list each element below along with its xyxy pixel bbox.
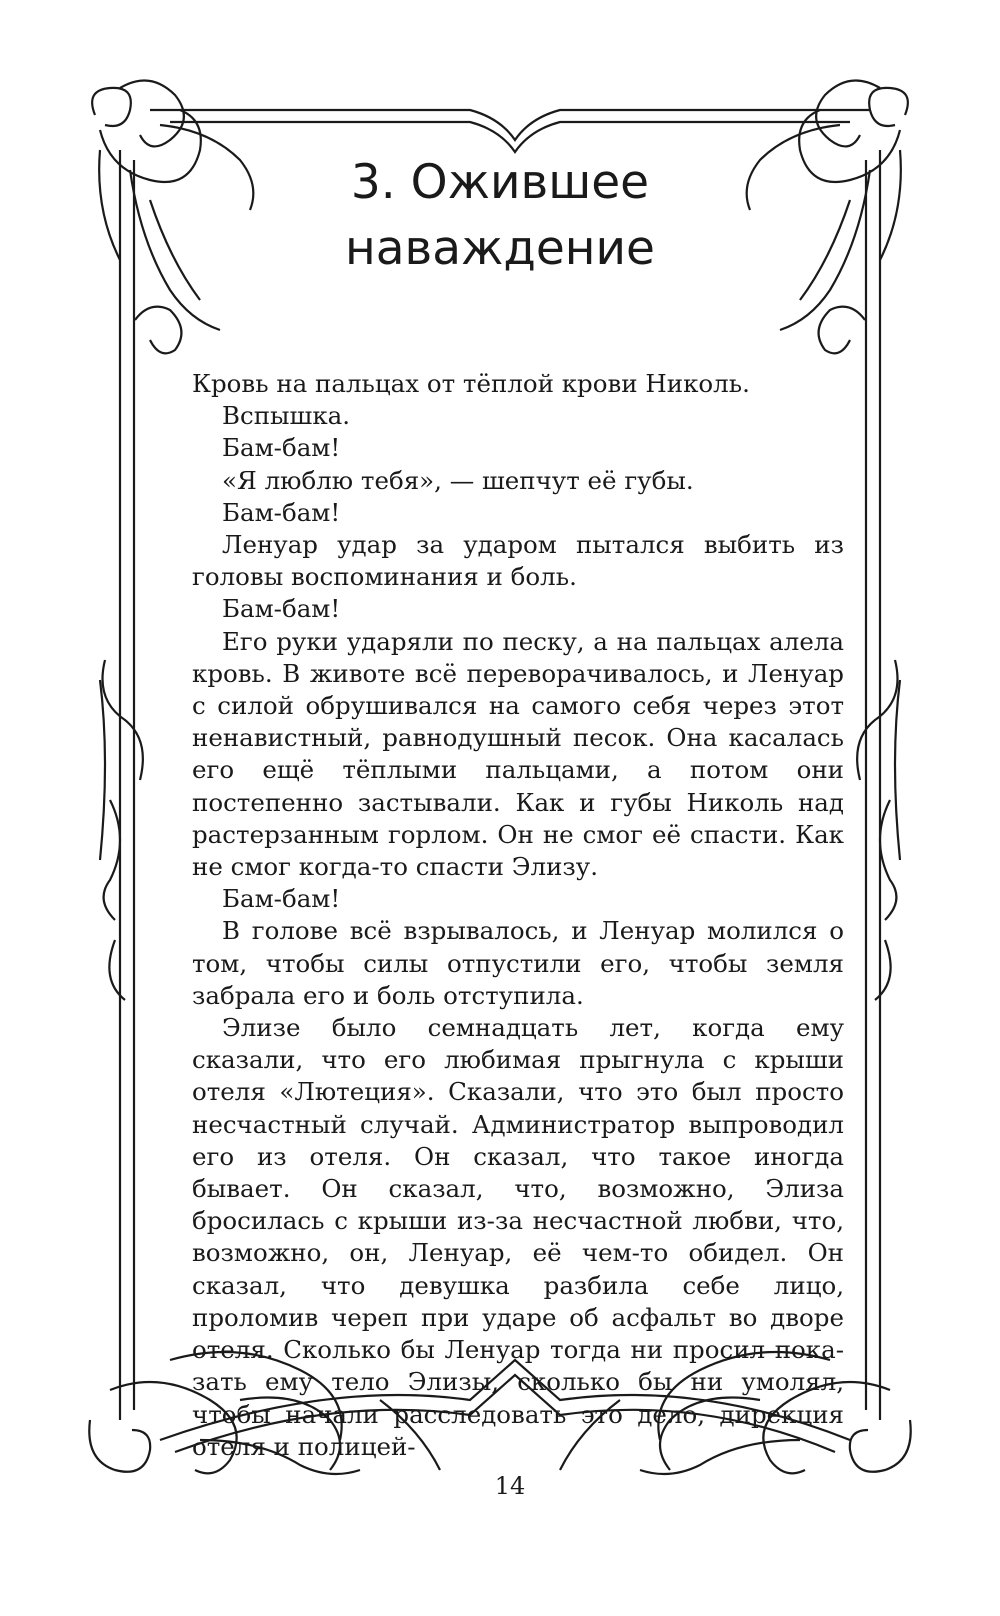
paragraph: Бам-бам!: [222, 433, 341, 463]
ornament-left-middle: [100, 660, 143, 1000]
paragraph: Элизе было семнадцать лет, когда ему сказали, что его любимая прыгнула с крыши отеля «Лютеция». Сказали, что это был просто несчастный случай. Администратор выпроводил его из отеля. Он сказал, что такое иногда бывает. Он сказал, что, возможно, Элиза бросилась с крыши из-за несчастной любви, что, возможно, он, Ленуар, её чем-то обидел. Он сказал, что девушка разбила себе лицо, проломив череп при ударе об асфальт во дворе отеля. Сколько бы Ленуар тогда ни просил показать ему тело Элизы, сколько бы ни умолял, чтобы начали расследовать это дело, дирекция отеля и полицей-: [192, 1013, 844, 1461]
paragraph: Бам-бам!: [222, 497, 341, 527]
chapter-body: [192, 368, 844, 1463]
paragraph: Вспышка.: [222, 401, 351, 431]
paragraph: Кровь на пальцах от тёплой крови Николь.: [192, 369, 750, 398]
paragraph: Бам-бам!: [222, 594, 341, 624]
chapter-title-line-1: 3. Ожившее: [350, 155, 650, 210]
ornament-right-middle: [857, 660, 900, 1000]
paragraph: Его руки ударяли по песку, а на пальцах алела кровь. В животе всё переворачивалось, и Ленуар с силой обрушивался на самого себя через этот ненавистный, равнодушный песок. Она касалась его ещё тёплыми пальцами, а потом они постепенно застывали. Как и губы Николь над растерзанным горлом. Он не смог её спасти. Как не смог когда-то спасти Элизу.: [192, 626, 844, 882]
paragraph: В голове всё взрывалось, и Ленуар молился о том, чтобы силы отпустили его, чтобы земля забрала его и боль отступила.: [192, 916, 844, 1010]
paragraph: Ленуар удар за ударом пытался выбить из головы воспоминания и боль.: [192, 530, 844, 592]
chapter-title: [300, 150, 700, 282]
chapter-title-line-2: наваждение: [345, 221, 655, 276]
paragraph: «Я люблю тебя», — шепчут её губы.: [222, 465, 694, 495]
page-number: 14: [494, 1472, 526, 1500]
paragraph: Бам-бам!: [222, 884, 341, 914]
